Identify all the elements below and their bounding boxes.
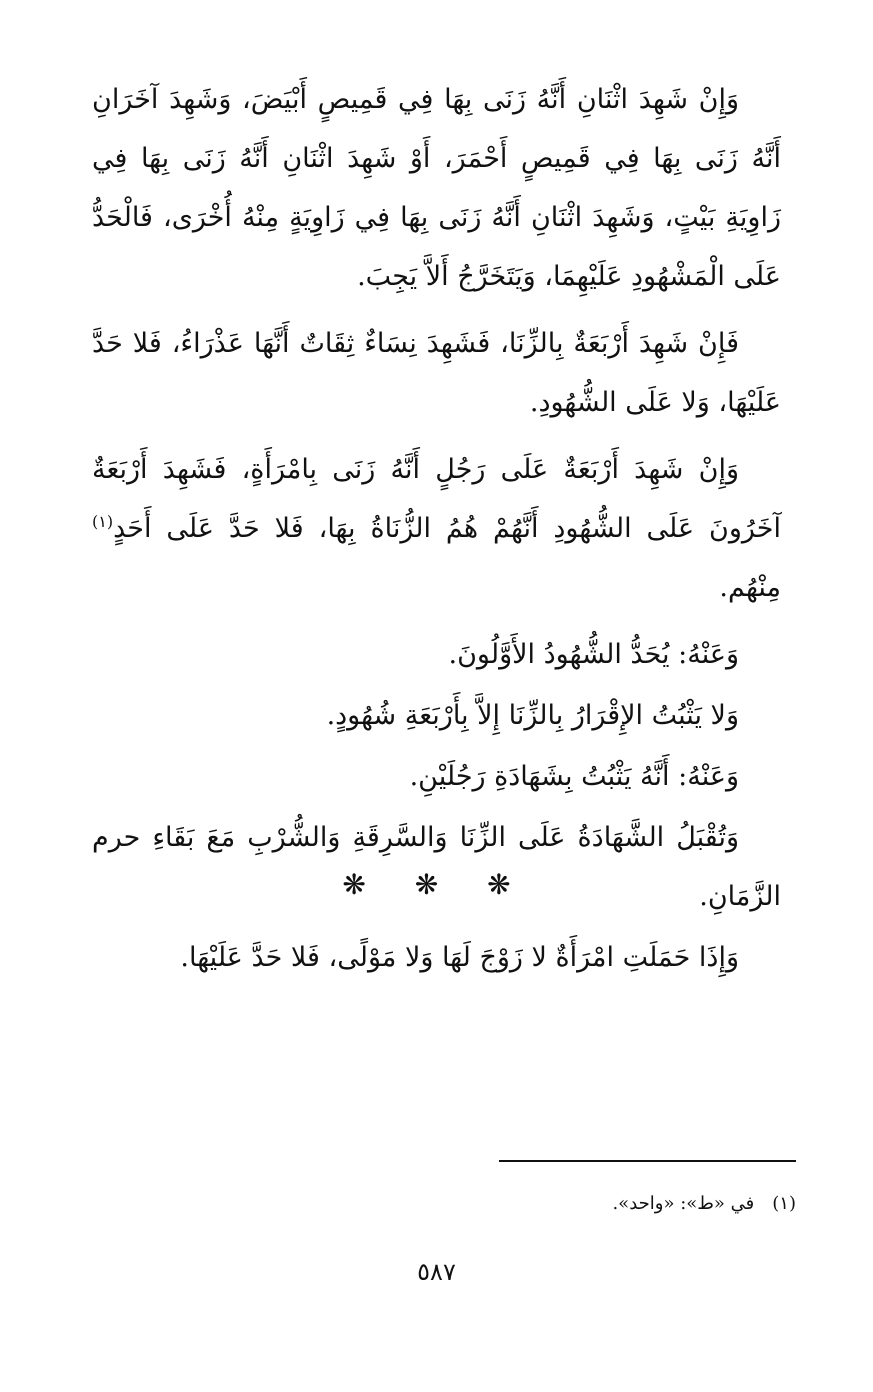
paragraph-3-end: مِنْهُم. xyxy=(719,572,781,603)
paragraph-3 xyxy=(92,440,781,617)
line-variant-2: وَعَنْهُ: أَنَّهُ يَثْبُتُ بِشَهَادَةِ رَجُلَيْنِ. xyxy=(409,761,739,792)
line-pregnancy: وَإِذَا حَمَلَتِ امْرَأَةٌ لا زَوْجَ لَهَا وَلا مَوْلًى، فَلا حَدَّ عَلَيْهَا. xyxy=(180,942,739,973)
line-testimony: وَتُقْبَلُ الشَّهَادَةُ عَلَى الزِّنَا وَالسَّرِقَةِ وَالشُّرْبِ مَعَ بَقَاءِ حرم الزَّمَانِ. xyxy=(92,822,781,912)
footnote-text: في «ط»: «واحد». xyxy=(612,1193,755,1214)
paragraph-3-text: وَإِنْ شَهِدَ أَرْبَعَةٌ عَلَى رَجُلٍ أَنَّهُ زَنَى بِامْرَأَةٍ، فَشَهِدَ أَرْبَعَةٌ آخَرُونَ عَلَى الشُّهُودِ أَنَّهُمْ هُمُ الزُّنَاةُ بِهَا، فَلا حَدَّ عَلَى أَحَدٍ xyxy=(92,454,781,544)
paragraph-1: وَإِنْ شَهِدَ اثْنَانِ أَنَّهُ زَنَى بِهَا فِي قَمِيصٍ أَبْيَضَ، وَشَهِدَ آخَرَانِ أَنَّهُ زَنَى بِهَا فِي قَمِيصٍ أَحْمَرَ، أَوْ شَهِدَ اثْنَانِ أَنَّهُ زَنَى بِهَا فِي زَاوِيَةِ بَيْتٍ، وَشَهِدَ اثْنَانِ أَنَّهُ زَنَى بِهَا فِي زَاوِيَةٍ مِنْهُ أُخْرَى، فَالْحَدُّ عَلَى الْمَشْهُودِ عَلَيْهِمَا، وَيَتَخَرَّجُ أَلاَّ يَجِبَ. xyxy=(92,84,781,292)
line-variant-1: وَعَنْهُ: يُحَدُّ الشُّهُودُ الأَوَّلُونَ. xyxy=(448,639,739,670)
line-iqrar: وَلا يَثْبُتُ الإِقْرَارُ بِالزِّنَا إِلاَّ بِأَرْبَعَةِ شُهُودٍ. xyxy=(326,700,739,731)
footnote xyxy=(612,1190,796,1218)
paragraph-2: فَإِنْ شَهِدَ أَرْبَعَةٌ بِالزِّنَا، فَشَهِدَ نِسَاءٌ ثِقَاتٌ أَنَّهَا عَذْرَاءُ، فَلا حَدَّ عَلَيْهَا، وَلا عَلَى الشُّهُودِ. xyxy=(92,328,781,418)
footnote-divider xyxy=(499,1160,796,1162)
footnote-number: (١) xyxy=(772,1193,796,1214)
footnote-reference: (١) xyxy=(92,512,114,531)
main-text xyxy=(92,70,781,989)
section-separator: ❋ ❋ ❋ xyxy=(342,868,531,901)
page-number: ٥٨٧ xyxy=(417,1258,456,1286)
